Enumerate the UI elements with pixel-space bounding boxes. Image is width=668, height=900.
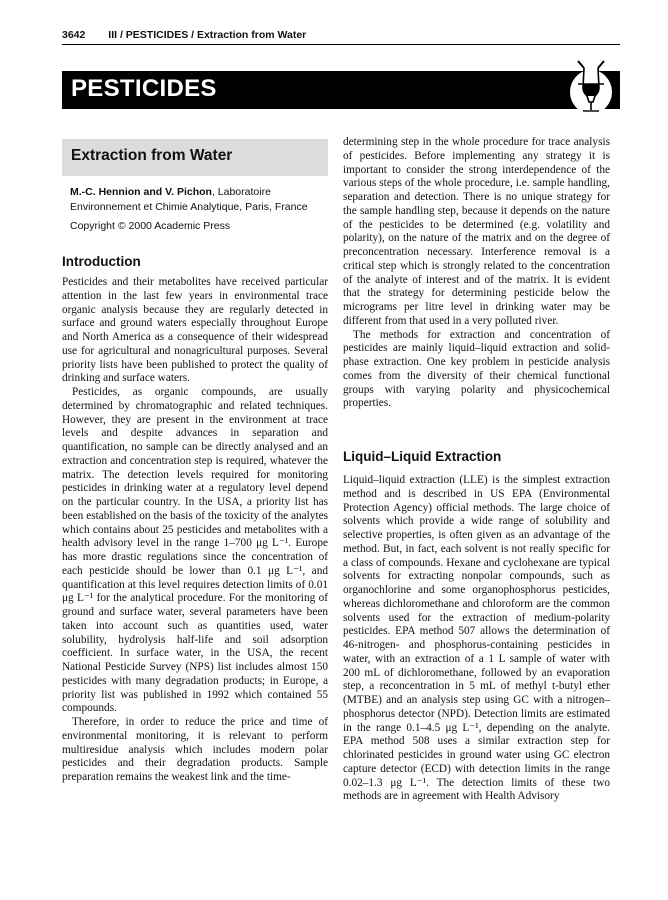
running-head-section: III / PESTICIDES / Extraction from Water <box>108 29 307 41</box>
heading-introduction: Introduction <box>62 254 141 269</box>
author-names: M.-C. Hennion and V. Pichon <box>70 186 212 198</box>
copyright-line: Copyright © 2000 Academic Press <box>70 220 231 232</box>
right-column-bottom <box>343 474 610 804</box>
paragraph: Pesticides and their metabolites have received particular attention in the last few years in environmental trace organic analysis because they are regularly detected in surface and ground waters especially throughout Europe and North America as a consequence of their widespread use for agricultural and nonagricultural purposes. Several priority lists have been published to protect the quality of drinking and surface waters. <box>62 276 328 385</box>
article-title-box <box>62 139 328 176</box>
author-affiliation: , Laboratoire Environnement et Chimie Analytique, Paris, France <box>70 186 308 213</box>
heading-liquid-liquid-extraction: Liquid–Liquid Extraction <box>343 449 502 464</box>
paragraph: Pesticides, as organic compounds, are usually determined by chromatographic and related techniques. However, they are present in the environment at trace levels and despite advances in separation and quantification, no sample can be directly analysed and an extraction and concentration step is required, whatever the matrix. The detection levels required for monitoring pesticides in drinking water at a regulatory level depend on the particular country. In the USA, a priority list has been established on the basis of the toxicity of the analytes which contains about 25 pesticides and metabolites with a health advisory level in the range 1–700 μg L⁻¹. Europe has more drastic regulations since the concentration of each pesticide should be lower than 0.1 μg L⁻¹, and quantification at this level requires detection limits of 0.01 μg L⁻¹ for the analytical procedure. For the monitoring of ground and surface water, several parameters have been taken into account such as quantities used, water solubility, hydrolysis half-life and soil adsorption coefficient. In surface water, in the USA, the recent National Pesticide Survey (NPS) list includes almost 150 pesticides with many degradation products; in Europe, a priority list was published in 1992 which contained 55 compounds. <box>62 386 328 715</box>
paragraph: Therefore, in order to reduce the price and time of environmental monitoring, it is relevant to perform multiresidue analysis which includes modern polar pesticides and their degradation products. Sample preparation remains the weakest link and the time- <box>62 716 328 783</box>
separatory-funnel-icon <box>566 58 616 120</box>
section-banner <box>62 71 620 109</box>
paragraph: The methods for extraction and concentration of pesticides are mainly liquid–liquid extraction and solid-phase extraction. One key problem in pesticide analysis comes from the diversity of their chemical functional groups with varying polarity and physicochemical properties. <box>343 328 610 410</box>
paragraph: determining step in the whole procedure for trace analysis of pesticides. Before implementing any strategy it is important to consider the strong interdependence of the various steps of the whole procedure, i.e. sample handling, separation and detection. There is no unique strategy for the sample handling step, because it depends on the nature of the pesticides to be determined (e.g. volatility and polarity), on the nature of the matrix and on the degree of preconcentration necessary. Interference removal is a critical step which is strongly related to the concentration of the analyte of interest and of the matrix. It is evident that the strategy for determining pesticide below the micrograms per litre level in drinking water may be different from that used in a very polluted river. <box>343 136 610 327</box>
author-block <box>70 185 332 215</box>
banner-title: PESTICIDES <box>71 75 217 102</box>
header-rule <box>62 44 620 45</box>
page-number: 3642 <box>62 29 86 41</box>
left-column <box>62 276 328 785</box>
article-title: Extraction from Water <box>71 147 233 164</box>
right-column-top <box>343 136 610 411</box>
running-head <box>62 29 306 41</box>
paragraph: Liquid–liquid extraction (LLE) is the simplest extraction method and is described in US EPA (Environmental Protection Agency) official methods. The large choice of solvents which provide a wide range of solubility and selective properties, is often given as an advantage of the method. But, in fact, each solvent is not really specific for a class of compounds. Hexane and cyclohexane are typical solvents for extracting nonpolar compounds, such as organochlorine and some organophosphorus pesticides, whereas dichloromethane and chloroform are the common solvents used for the extraction of medium-polarity pesticides. EPA method 507 allows the determination of 46-nitrogen- and phosphorus-containing pesticides in water, with an extraction of a 1 L sample of water with 200 mL of dichloromethane, followed by an evaporation step, a reconcentration in 5 mL of methyl t-butyl ether (MTBE) and an analysis step using GC with a nitrogen–phosphorus detector (NPD). Detection limits are estimated in the range 0.1–4.5 μg L⁻¹, depending on the analyte. EPA method 508 uses a similar extraction step for chlorinated pesticides in ground water using GC electron capture detector (ECD) with detection limits in the range 0.02–1.3 μg L⁻¹. The detection limits of these two methods are in agreement with Health Advisory <box>343 474 610 803</box>
